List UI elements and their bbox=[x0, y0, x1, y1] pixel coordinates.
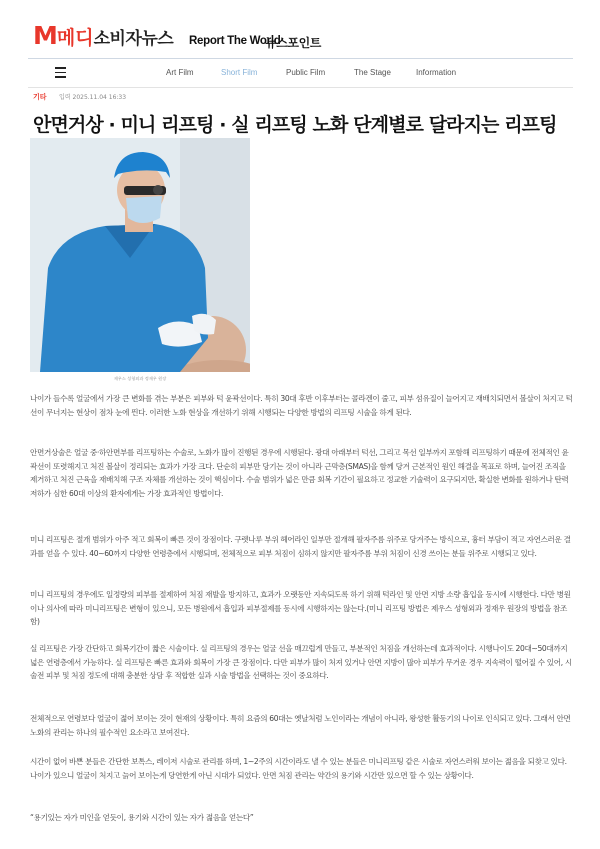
article-paragraph: 미니 리프팅은 절개 범위가 아주 적고 회복이 빠른 것이 장점이다. 구렛나루 부위 헤어라인 일부만 절개해 팔자주름 위주로 당겨주는 방식으로, 흉터 부담이 적고 자연스러운 결과를 얻을 수 있다. 40~60까지 다양한 연령층에서 시행되며, 전체적으로 피부 처짐이 심하지 않지만 팔자주름 부위 처짐이 신경 쓰이는 분들 위주로 시행되고 있다. bbox=[30, 535, 571, 558]
nav-item-public-film[interactable]: Public Film bbox=[286, 68, 326, 77]
article-category[interactable]: 기타 bbox=[33, 93, 47, 101]
photo-caption: 제우스 성형외과 정재우 원장 bbox=[113, 376, 167, 381]
surgeon-photo-illustration bbox=[30, 138, 250, 372]
menu-icon[interactable] bbox=[54, 67, 67, 78]
article-paragraph: 실 리프팅은 가장 간단하고 회복기간이 짧은 시술이다. 실 리프팅의 경우는 얼굴 선을 매끄럽게 만들고, 부분적인 처짐을 개선하는데 효과적이다. 시행나이도 20대~50대까지 넓은 연령층에서 가능하다. 실 리프팅은 빠른 효과와 회복이 가장 큰 장점이다. 다만 피부가 많이 처져 있거나 안면 지방이 많아 피부가 무거운 경우 지속력이 떨어질 수 있어, 시술전 피부 및 처짐 정도에 대해 충분한 상담 후 적합한 실과 시술 방법을 선택하는 것이 중요하다. bbox=[30, 644, 572, 680]
site-logo[interactable] bbox=[33, 21, 174, 50]
nav-item-the-stage[interactable]: The Stage bbox=[354, 68, 391, 77]
article-paragraph: 나이가 들수록 얼굴에서 가장 큰 변화를 겪는 부분은 피부와 턱 윤곽선이다. 특히 30대 후반 이후부터는 콜라겐이 줄고, 피부 섬유질이 늘어지고 재배치되면서 볼살이 처지고 턱선이 무너지는 현상이 점차 눈에 띈다. 이러한 노화 현상을 개선하기 위해 시행되는 다양한 방법의 리프팅 시술을 하게 된다. bbox=[30, 394, 573, 417]
article-paragraph: 시간이 없어 바쁜 분들은 간단한 보톡스, 레이저 시술로 관리를 하며, 1~2주의 시간이라도 낼 수 있는 분들은 미니리프팅 같은 시술로 자연스러워 보이는 젊음을 되찾고 있다. 나이가 있으니 얼굴이 처지고 늙어 보이는게 당연한게 아닌 시대가 되었다. 안면 처짐 관리는 약간의 용기와 시간만 있으면 할 수 있는 상황이다. bbox=[30, 757, 567, 780]
article-title: 안면거상 · 미니 리프팅 · 실 리프팅 노화 단계별로 달라지는 리프팅 bbox=[33, 114, 557, 136]
article-paragraph: 전체적으로 연령보다 얼굴이 젊어 보이는 것이 현재의 상황이다. 특히 요즘의 60대는 옛날처럼 노인이라는 개념이 아니라, 왕성한 활동기의 나이로 인식되고 있다. 그래서 안면 노화의 관리는 하나의 필수적인 요소라고 보여진다. bbox=[30, 714, 571, 737]
article-paragraph: 안면거상술은 얼굴 중·하안면부를 리프팅하는 수술로, 노화가 많이 진행된 경우에 시행된다. 광대 아래부터 턱선, 그리고 목선 일부까지 포함해 리프팅하기 때문에 전체적인 윤곽선이 또렷해지고 처진 볼살이 정리되는 효과가 가장 크다. 단순히 피부만 당기는 것이 아니라 근막층(SMAS)을 함께 당겨 근본적인 원인 해결을 목표로 하며, 늘어진 조직을 제거하고 처진 근육을 재배치해 구조 자체를 개선하는 것이 핵심이다. 수술 범위가 넓은 만큼 회복 기간이 필요하고 정교한 기술력이 요구되지만, 확실한 변화를 원하거나 탄력 저하가 심한 60대 이상의 환자에게는 가장 효과적인 방법이다. bbox=[30, 448, 569, 498]
logo-name: 소비자뉴스 bbox=[93, 29, 174, 49]
article-meta: 입력 2025.11.04 16:33 bbox=[59, 94, 127, 101]
nav-item-information[interactable]: Information bbox=[416, 68, 457, 77]
site-header bbox=[0, 0, 600, 58]
article-paragraph: 미니 리프팅의 경우에도 일정량의 피부를 절제하여 처짐 재발을 방지하고, 효과가 오랫동안 지속되도록 하기 위해 턱라인 및 안면 지방 소량 흡입을 동시에 시행한다. 다만 병원이나 의사에 따라 미니리프팅은 변형이 있으니, 모든 병원에서 흡입과 피부절제를 동시에 시행하지는 않는다.(미니 리프팅 방법은 제우스 성형외과 정재우 원장의 방법을 참조함) bbox=[30, 590, 571, 626]
main-nav bbox=[28, 58, 573, 88]
partner-link-newspoint[interactable]: 뉴스포인트 bbox=[265, 36, 321, 50]
partner-link-report-the-world[interactable]: Report The World bbox=[189, 35, 281, 47]
nav-item-short-film[interactable]: Short Film bbox=[221, 68, 258, 77]
article-photo bbox=[30, 138, 250, 372]
article-quote: “용기있는 자가 미인을 얻듯이, 용기와 시간이 있는 자가 젊음을 얻는다” bbox=[30, 813, 254, 822]
logo-letter-m: M bbox=[33, 21, 57, 50]
nav-item-art-film[interactable]: Art Film bbox=[166, 68, 194, 77]
logo-medi: 메디 bbox=[56, 27, 94, 49]
